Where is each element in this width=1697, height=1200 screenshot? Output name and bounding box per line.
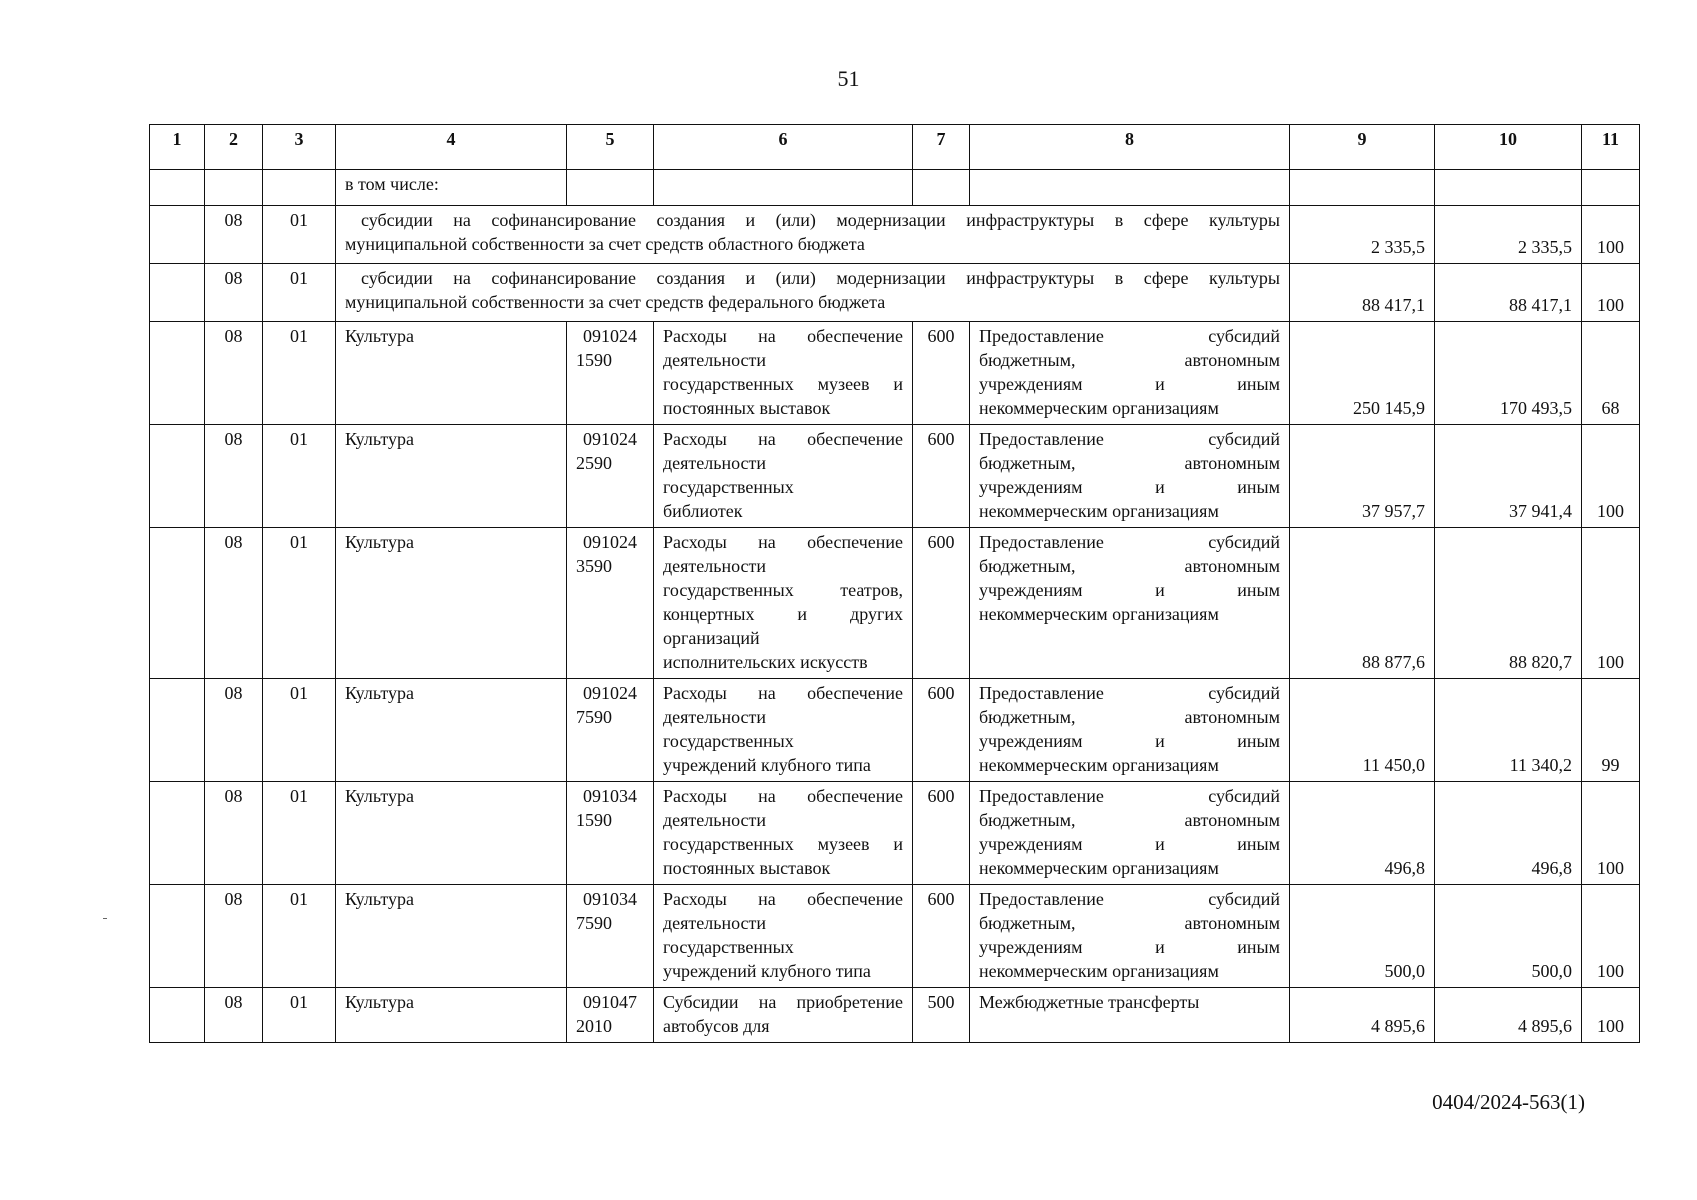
- empty-cell: [150, 988, 205, 1043]
- actual-amount: 11 340,2: [1435, 679, 1582, 782]
- subsidy-row: [150, 206, 1640, 264]
- expense-type-code: 600: [913, 782, 970, 885]
- expense-type-code: 600: [913, 528, 970, 679]
- target-code: 091024 2590: [567, 425, 654, 528]
- header-cell: 8: [970, 125, 1290, 170]
- document-code: 0404/2024-563(1): [1432, 1090, 1585, 1114]
- header-cell: 4: [336, 125, 567, 170]
- target-code: 091034 7590: [567, 885, 654, 988]
- subsection-code: 01: [263, 679, 336, 782]
- empty-cell: [150, 885, 205, 988]
- planned-amount: 88 417,1: [1290, 264, 1435, 322]
- table-row: [150, 528, 1640, 679]
- planned-amount: 88 877,6: [1290, 528, 1435, 679]
- subsection-code: 01: [263, 322, 336, 425]
- empty-cell: [150, 322, 205, 425]
- subsection-code: 01: [263, 528, 336, 679]
- subsidy-row: [150, 264, 1640, 322]
- section-code: 08: [205, 679, 263, 782]
- header-row: [150, 125, 1640, 170]
- table-row: [150, 322, 1640, 425]
- percent-value: 68: [1582, 322, 1640, 425]
- actual-amount: 170 493,5: [1435, 322, 1582, 425]
- actual-amount: 4 895,6: [1435, 988, 1582, 1043]
- section-name: Культура: [336, 322, 567, 425]
- page-number: 51: [837, 66, 860, 91]
- subsidy-description: субсидии на софинансирование создания и (или) модернизации инфраструктуры в сфере культуры муниципальной собственности за счет средств областного бюджета: [336, 206, 1290, 264]
- target-code: 091024 1590: [567, 322, 654, 425]
- section-name: Культура: [336, 988, 567, 1043]
- subsidy-description: субсидии на софинансирование создания и (или) модернизации инфраструктуры в сфере культуры муниципальной собственности за счет средств федерального бюджета: [336, 264, 1290, 322]
- section-code: 08: [205, 988, 263, 1043]
- empty-cell: [150, 782, 205, 885]
- header-cell: 6: [654, 125, 913, 170]
- section-name: Культура: [336, 782, 567, 885]
- expense-description: Расходы на обеспечение деятельности государственных музеев и постоянных выставок: [654, 322, 913, 425]
- planned-amount: 11 450,0: [1290, 679, 1435, 782]
- expense-type-code: 600: [913, 885, 970, 988]
- target-code: 091034 1590: [567, 782, 654, 885]
- section-code: 08: [205, 322, 263, 425]
- intro-row: [150, 170, 1640, 206]
- section-name: Культура: [336, 885, 567, 988]
- section-code: 08: [205, 782, 263, 885]
- subsection-code: 01: [263, 988, 336, 1043]
- subsection-code: 01: [263, 782, 336, 885]
- empty-cell: [150, 528, 205, 679]
- expense-description: Расходы на обеспечение деятельности государственных музеев и постоянных выставок: [654, 782, 913, 885]
- planned-amount: 37 957,7: [1290, 425, 1435, 528]
- expense-type-name: Предоставление субсидий бюджетным, автономным учреждениям и иным некоммерческим организациям: [970, 425, 1290, 528]
- header-cell: 5: [567, 125, 654, 170]
- section-name: Культура: [336, 679, 567, 782]
- target-code: 091024 7590: [567, 679, 654, 782]
- target-code: 091024 3590: [567, 528, 654, 679]
- empty-cell: [150, 679, 205, 782]
- expense-description: Расходы на обеспечение деятельности государственных учреждений клубного типа: [654, 679, 913, 782]
- expense-description: Расходы на обеспечение деятельности государственных учреждений клубного типа: [654, 885, 913, 988]
- actual-amount: 2 335,5: [1435, 206, 1582, 264]
- expense-type-name: Предоставление субсидий бюджетным, автономным учреждениям и иным некоммерческим организациям: [970, 679, 1290, 782]
- table-row: [150, 885, 1640, 988]
- empty-cell: [150, 425, 205, 528]
- actual-amount: 37 941,4: [1435, 425, 1582, 528]
- planned-amount: 250 145,9: [1290, 322, 1435, 425]
- header-cell: 11: [1582, 125, 1640, 170]
- table-row: [150, 679, 1640, 782]
- expense-description: Расходы на обеспечение деятельности государственных театров, концертных и других организаций исполнительских искусств: [654, 528, 913, 679]
- percent-value: 100: [1582, 782, 1640, 885]
- expense-description: Расходы на обеспечение деятельности государственных библиотек: [654, 425, 913, 528]
- header-cell: 7: [913, 125, 970, 170]
- scan-mark: [103, 918, 107, 919]
- percent-value: 100: [1582, 885, 1640, 988]
- actual-amount: 500,0: [1435, 885, 1582, 988]
- section-name: Культура: [336, 528, 567, 679]
- expense-type-code: 600: [913, 679, 970, 782]
- planned-amount: 500,0: [1290, 885, 1435, 988]
- percent-value: 100: [1582, 206, 1640, 264]
- percent-value: 100: [1582, 425, 1640, 528]
- expense-type-code: 600: [913, 425, 970, 528]
- section-code: 08: [205, 264, 263, 322]
- header-cell: 3: [263, 125, 336, 170]
- header-cell: 9: [1290, 125, 1435, 170]
- subsection-code: 01: [263, 206, 336, 264]
- section-code: 08: [205, 206, 263, 264]
- actual-amount: 88 820,7: [1435, 528, 1582, 679]
- section-code: 08: [205, 885, 263, 988]
- planned-amount: 4 895,6: [1290, 988, 1435, 1043]
- table-row: [150, 425, 1640, 528]
- planned-amount: 2 335,5: [1290, 206, 1435, 264]
- expense-type-code: 500: [913, 988, 970, 1043]
- subsection-code: 01: [263, 885, 336, 988]
- percent-value: 100: [1582, 988, 1640, 1043]
- section-name: Культура: [336, 425, 567, 528]
- subsection-code: 01: [263, 425, 336, 528]
- expense-type-name: Предоставление субсидий бюджетным, автономным учреждениям и иным некоммерческим организациям: [970, 885, 1290, 988]
- table-row: [150, 988, 1640, 1043]
- expense-type-name: Предоставление субсидий бюджетным, автономным учреждениям и иным некоммерческим организациям: [970, 322, 1290, 425]
- section-code: 08: [205, 425, 263, 528]
- expense-type-name: Предоставление субсидий бюджетным, автономным учреждениям и иным некоммерческим организациям: [970, 528, 1290, 679]
- expense-description: Субсидии на приобретение автобусов для: [654, 988, 913, 1043]
- planned-amount: 496,8: [1290, 782, 1435, 885]
- subsection-code: 01: [263, 264, 336, 322]
- header-cell: 2: [205, 125, 263, 170]
- percent-value: 100: [1582, 264, 1640, 322]
- expense-type-name: Предоставление субсидий бюджетным, автономным учреждениям и иным некоммерческим организациям: [970, 782, 1290, 885]
- target-code: 091047 2010: [567, 988, 654, 1043]
- table-row: [150, 782, 1640, 885]
- actual-amount: 496,8: [1435, 782, 1582, 885]
- expense-type-code: 600: [913, 322, 970, 425]
- actual-amount: 88 417,1: [1435, 264, 1582, 322]
- section-code: 08: [205, 528, 263, 679]
- percent-value: 99: [1582, 679, 1640, 782]
- header-cell: 1: [150, 125, 205, 170]
- expense-type-name: Межбюджетные трансферты: [970, 988, 1290, 1043]
- percent-value: 100: [1582, 528, 1640, 679]
- intro-label: в том числе:: [336, 170, 567, 206]
- budget-table: [149, 124, 1640, 1043]
- header-cell: 10: [1435, 125, 1582, 170]
